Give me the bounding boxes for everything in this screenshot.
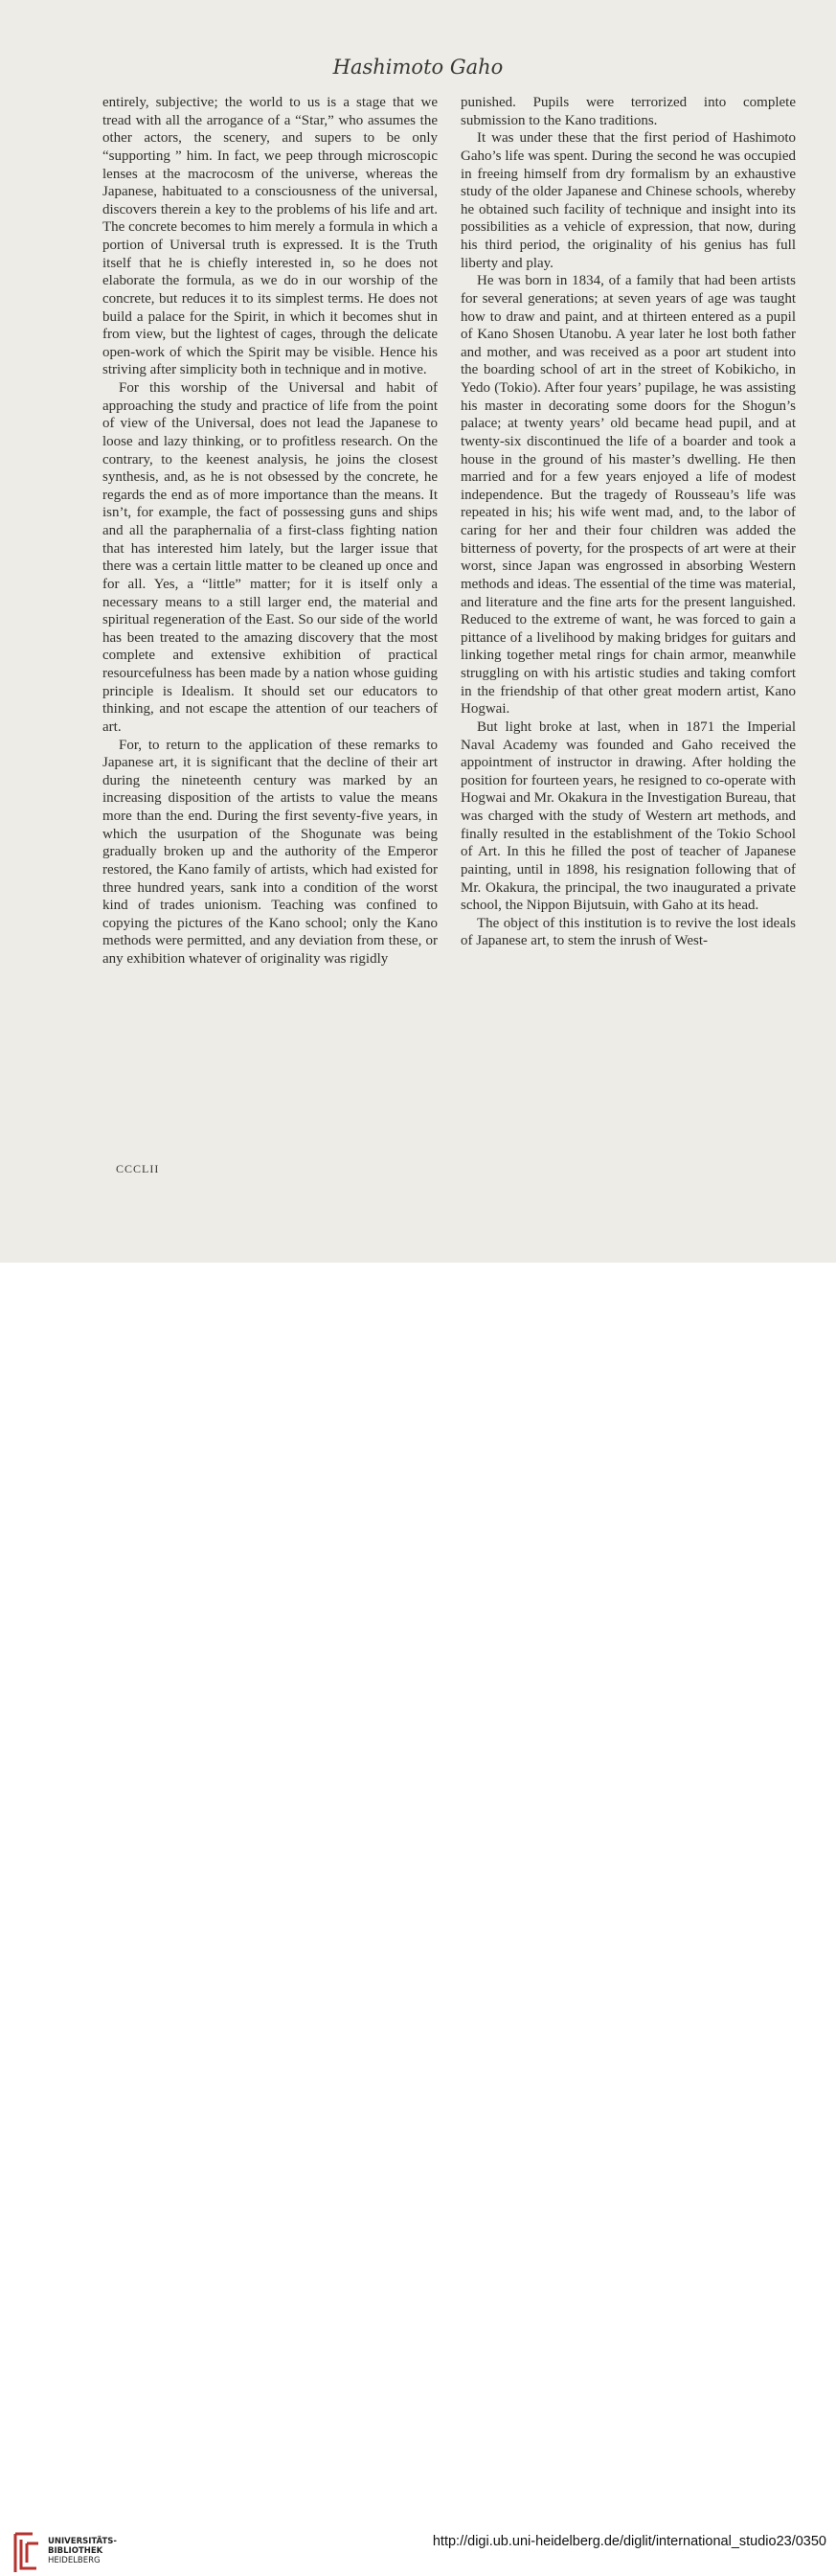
- paragraph: But light broke at last, when in 1871 the Imperial Naval Academy was founded and Gaho received the appointment of instructor in drawing. After holding the position for fourteen years, he resigned to co-operate with Hogwai and Mr. Okakura in the Investigation Bureau, that was charged with the study of Western art methods, and finally resulted in the establishment of the Tokio School of Art. In this he filled the post of teacher of Japanese painting, until in 1898, his resignation following that of Mr. Okakura, the principal, the two inaugurated a private school, the Nippon Bijutsuin, with Gaho at its head.: [461, 718, 796, 914]
- library-name: [48, 2537, 117, 2565]
- paragraph: For, to return to the application of these remarks to Japanese art, it is significant that the decline of their art during the nineteenth century was marked by an increasing disposition of the artists to value the means more than the end. During the first seventy-five years, in which the usurpation of the Shogunate was being gradually broken up and the authority of the Emperor restored, the Kano family of artists, which had existed for three hundred years, sank into a condition of the worst kind of trades unionism. Teaching was confined to copying the pictures of the Kano school; only the Kano methods were permitted, and any deviation from these, or any exhibition whatever of originality was rigidly: [102, 737, 438, 967]
- library-name-line: BIBLIOTHEK: [48, 2546, 103, 2556]
- right-column: [461, 94, 796, 950]
- scanned-page: [0, 0, 836, 1263]
- source-url-link[interactable]: http://digi.ub.uni-heidelberg.de/diglit/international_studio23/0350: [432, 2534, 826, 2549]
- paragraph: For this worship of the Universal and habit of approaching the study and practice of life from the point of view of the Universal, does not lead the Japanese to loose and lazy thinking, or to profitless research. On the contrary, to the keenest analysis, he joins the closest synthesis, and, as he is not obsessed by the concrete, he regards the end as of more importance than the means. It isn’t, for example, the fact of possessing guns and ships and all the paraphernalia of a first-class fighting nation that has interested him lately, but the larger issue that there was a certain little matter to be cleaned up once and for all. Yes, a “little” matter; for it is itself only a necessary means to a still larger end, the material and spiritual regeneration of the East. So our side of the world has been treated to the amazing discovery that the most complete and extensive exhibition of practical resourcefulness has been made by a nation whose guiding principle is Idealism. It should set our educators to thinking, and not escape the attention of our teachers of art.: [102, 380, 438, 735]
- library-footer: [0, 1263, 836, 2565]
- paragraph: punished. Pupils were terrorized into complete submission to the Kano traditions.: [461, 95, 796, 128]
- paragraph: He was born in 1834, of a family that had been artists for several generations; at seven years of age was taught how to draw and paint, and at thirteen entered as a pupil of Kano Shosen Utanobu. A year later he lost both father and mother, and was received as a poor art student into the boarding school of art in the street of Kobikicho, in Yedo (Tokio). After four years’ pupilage, he was assisting his master in decorating some doors for the Shogun’s palace; at twenty years’ old became head pupil, and at twenty-six discontinued the life of a boarder and took a house in the ground of his master’s dwelling. He then married and for a few years enjoyed a life of modest independence. But the tragedy of Rousseau’s life was repeated in his; his wife went mad, and, to the labor of caring for her and their four children was added the bitterness of poverty, for the prospects of art were at their worst, since Japan was engrossed in absorbing Western methods and ideas. The essential of the time was material, and literature and the fine arts for the present languished. Reduced to the extreme of want, he was forced to gain a pittance of a livelihood by making bridges for guitars and linking together metal rings for chain armor, meanwhile struggling on with his artistic studies and taking comfort in the friendship of that other great modern artist, Kano Hogwai.: [461, 273, 796, 718]
- running-head: Hashimoto Gaho: [332, 56, 504, 79]
- paragraph: It was under these that the first period of Hashimoto Gaho’s life was spent. During the second he was occupied in freeing himself from dry formalism by an exhaustive study of the older Japanese and Chinese schools, whereby he obtained such facility of technique and insight into its possibilities as a vehicle of expression, that now, during his third period, the originality of his genius has full liberty and play.: [461, 130, 796, 271]
- paragraph: entirely, subjective; the world to us is a stage that we tread with all the arrogance of a “Star,” who assumes the other actors, the scenery, and supers to be only “supporting ” him. In fact, we peep through microscopic lenses at the macrocosm of the universe, whereas the Japanese, habituated to a consciousness of the universal, discovers therein a key to the problems of his life and art. The concrete becomes to him merely a formula in which a portion of Universal truth is expressed. It is the Truth itself that he is chiefly interested in, so he does not elaborate the formula, as we do in our worship of the concrete, but reduces it to its simplest terms. He does not build a palace for the Spirit, in which it becomes shut in from view, but the lightest of cages, through the delicate open-work of which the Spirit may be visible. Hence his striving after simplicity both in technique and in motive.: [102, 95, 438, 378]
- library-logo-icon: [11, 2530, 42, 2576]
- library-name-line: UNIVERSITÄTS-: [48, 2537, 117, 2546]
- library-name-line: HEIDELBERG: [48, 2556, 101, 2565]
- left-column: [102, 94, 438, 969]
- page-folio: CCCLII: [116, 1162, 160, 1175]
- paragraph: The object of this institution is to revive the lost ideals of Japanese art, to stem the inrush of West-: [461, 915, 796, 949]
